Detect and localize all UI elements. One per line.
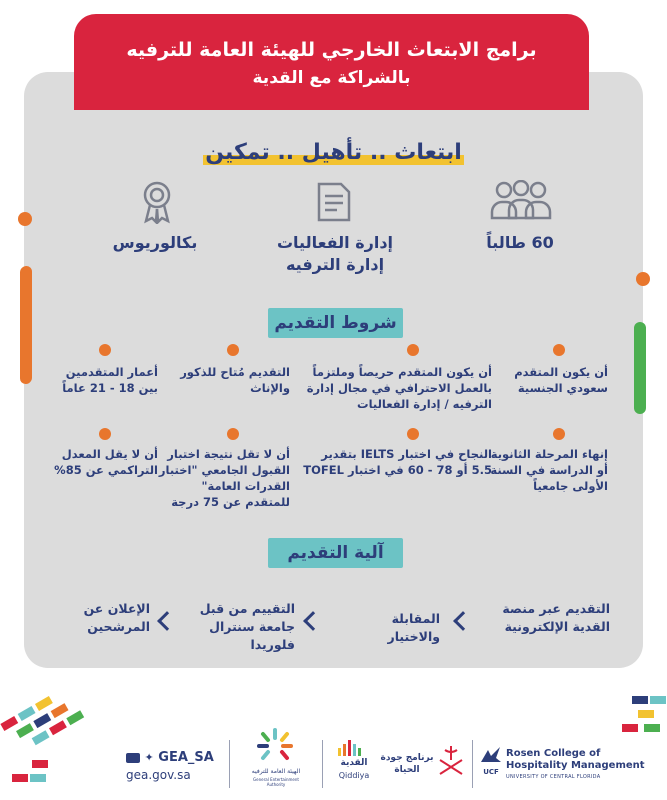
condition-dot (227, 344, 239, 356)
footer-divider (322, 740, 323, 788)
youtube-icon (126, 753, 140, 763)
students-icon (490, 180, 552, 222)
ucf-pegasus-icon (478, 744, 504, 766)
stat-students: 60 طالباً (486, 233, 554, 252)
conditions-title: شروط التقديم (268, 308, 403, 338)
saudi-emblem-icon (436, 744, 466, 778)
gea-name-en: General Entertainment Authority (253, 777, 299, 787)
step-item: التقديم عبر منصة القدية الإلكترونية (502, 601, 610, 634)
footer-decor-tiles-right (610, 690, 667, 750)
step-item: الإعلان عن المرشحين (83, 601, 150, 634)
tagline (0, 140, 667, 165)
condition-dot (407, 428, 419, 440)
header-subtitle: بالشراكة مع القدية (252, 68, 411, 88)
award-icon (140, 180, 174, 224)
decor-green-bar-right (634, 322, 646, 414)
social-handle: GEA_SA (158, 750, 214, 765)
condition-item: أن لا يقل المعدل التراكمي عن 85% (54, 447, 158, 477)
gea-name-ar: الهيئة العامة للترفيه (251, 768, 301, 775)
decor-orange-dot-left (18, 212, 32, 226)
stat-degree: بكالوريوس (112, 233, 198, 252)
twitter-icon: ✦ (144, 751, 154, 764)
header-title: برامج الابتعاث الخارجي للهيئة العامة للترفيه (126, 39, 537, 61)
condition-item: أن يكون المتقدم حريصاً وملتزماً بالعمل الاحترافي في مجال إدارة الترفيه / إدارة الفعاليات (306, 365, 492, 411)
ucf-label: UCF (483, 768, 499, 776)
process-title: آلية التقديم (268, 538, 403, 568)
qiddiya-name-ar: القدية (340, 758, 368, 768)
qiddiya-logo-icon (336, 740, 370, 756)
qol-program-name: برنامج جودة الحياة (380, 753, 434, 775)
rosen-line3: UNIVERSITY OF CENTRAL FLORIDA (506, 774, 601, 780)
condition-item: التقديم مُتاح للذكور والإناث (180, 365, 290, 395)
condition-dot (227, 428, 239, 440)
condition-item: أعمار المتقدمين بين 18 - 21 عاماً (62, 365, 158, 395)
footer-website[interactable]: gea.gov.sa (126, 768, 191, 782)
condition-item: إنهاء المرحلة الثانوية أو الدراسة في السنة الأولى جامعياً (490, 447, 608, 493)
condition-item: النجاح في اختبار IELTS بتقدير 5.5 أو 78 - 60 في اختبار TOFEL (303, 447, 492, 477)
decor-orange-bar-left (20, 266, 32, 385)
stat-program-entertainment: إدارة الترفيه (285, 255, 385, 274)
header-banner (74, 14, 589, 110)
step-item: المقابلة والاختيار (387, 611, 440, 644)
condition-item: أن لا تقل نتيجة اختبار القبول الجامعي "اختبار القدرات العامة" للمتقدم عن 75 درجة (158, 447, 290, 509)
footer-divider (229, 740, 230, 788)
footer-decor-tiles (0, 680, 110, 800)
gea-logo-icon (255, 726, 295, 766)
rosen-line1: Rosen College of (506, 748, 601, 759)
condition-dot (99, 428, 111, 440)
stat-program-events: إدارة الفعاليات (276, 233, 394, 252)
condition-dot (99, 344, 111, 356)
footer-divider (472, 740, 473, 788)
stat-programs (260, 232, 410, 276)
footer-social[interactable] (126, 750, 214, 765)
condition-dot (407, 344, 419, 356)
decor-orange-dot-right (636, 272, 650, 286)
document-icon (315, 180, 355, 224)
condition-dot (553, 428, 565, 440)
step-item: التقييم من قبل جامعة سنترال فلوريدا (199, 601, 295, 652)
rosen-line2: Hospitality Management (506, 760, 645, 771)
condition-dot (553, 344, 565, 356)
tagline-text: ابتعاث .. تأهيل .. تمكين (205, 140, 462, 165)
qiddiya-name-en: Qiddiya (338, 771, 370, 780)
condition-item: أن يكون المتقدم سعودي الجنسية (514, 365, 608, 395)
